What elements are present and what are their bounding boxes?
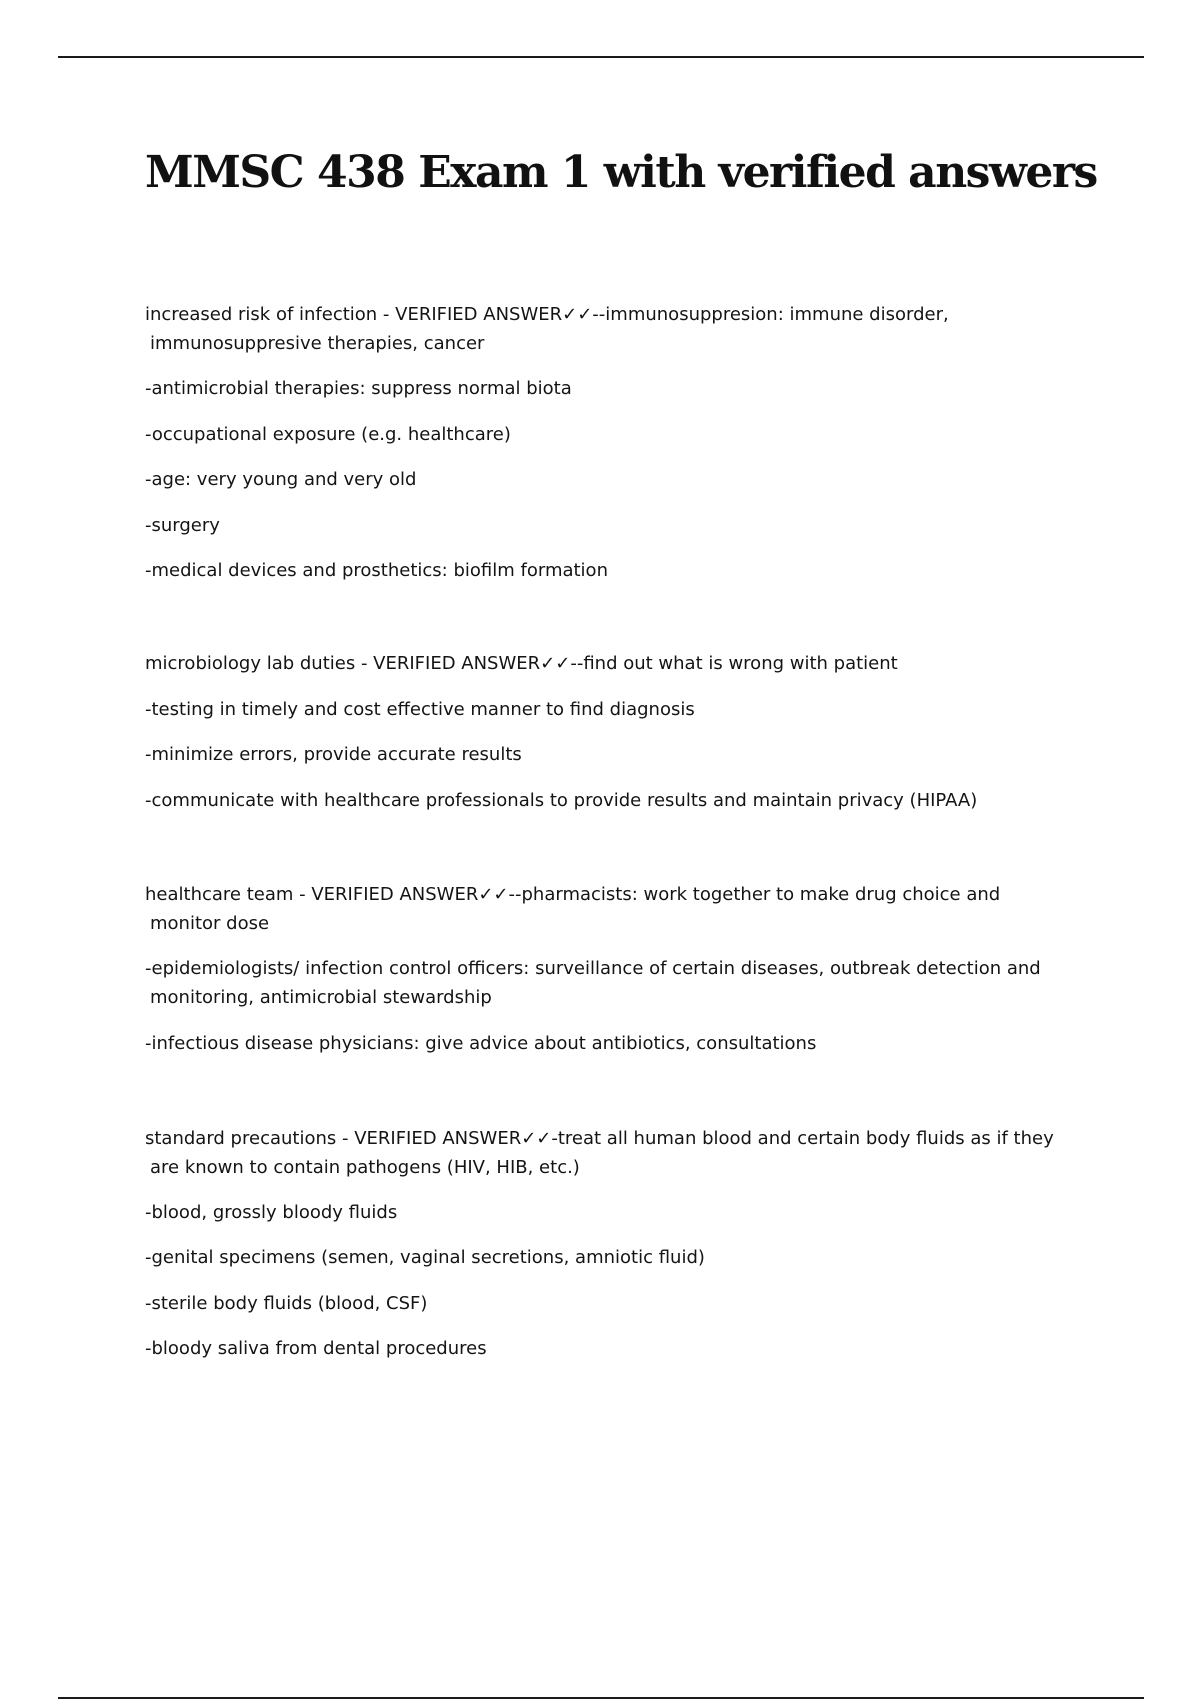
section-heading-continued: monitor dose xyxy=(150,913,270,934)
list-item: -minimize errors, provide accurate results xyxy=(145,744,522,765)
section-heading-continued: are known to contain pathogens (HIV, HIB, etc.) xyxy=(150,1157,580,1178)
qa-section-lab-duties xyxy=(145,649,1085,678)
list-item: -epidemiologists/ infection control officers: surveillance of certain diseases, outbreak detection and xyxy=(145,958,1041,979)
list-item: -age: very young and very old xyxy=(145,469,417,490)
list-item-continued: monitoring, antimicrobial stewardship xyxy=(150,987,492,1008)
section-heading: standard precautions - VERIFIED ANSWER✓✓-treat all human blood and certain body fluids as if they xyxy=(145,1128,1054,1149)
section-heading-continued: immunosuppresive therapies, cancer xyxy=(150,333,485,354)
top-rule xyxy=(58,56,1144,58)
section-heading: increased risk of infection - VERIFIED ANSWER✓✓--immunosuppresion: immune disorder, xyxy=(145,304,949,325)
list-item: -surgery xyxy=(145,515,220,536)
list-item: -communicate with healthcare professionals to provide results and maintain privacy (HIPAA) xyxy=(145,790,978,811)
list-item: -sterile body fluids (blood, CSF) xyxy=(145,1293,428,1314)
list-item: -testing in timely and cost effective manner to find diagnosis xyxy=(145,699,695,720)
list-item: -infectious disease physicians: give advice about antibiotics, consultations xyxy=(145,1033,817,1054)
qa-section-healthcare-team xyxy=(145,880,1085,938)
list-item: -bloody saliva from dental procedures xyxy=(145,1338,487,1359)
section-heading: microbiology lab duties - VERIFIED ANSWER✓✓--find out what is wrong with patient xyxy=(145,653,898,674)
list-item: -antimicrobial therapies: suppress normal biota xyxy=(145,378,572,399)
qa-section-infection-risk xyxy=(145,300,1085,358)
qa-section-standard-precautions xyxy=(145,1124,1085,1182)
section-heading: healthcare team - VERIFIED ANSWER✓✓--pharmacists: work together to make drug choice and xyxy=(145,884,1001,905)
list-item: -genital specimens (semen, vaginal secretions, amniotic fluid) xyxy=(145,1247,705,1268)
list-item: -blood, grossly bloody fluids xyxy=(145,1202,398,1223)
bottom-rule xyxy=(58,1697,1144,1699)
document-title: MMSC 438 Exam 1 with verified answers xyxy=(145,147,1097,198)
list-item: -medical devices and prosthetics: biofilm formation xyxy=(145,560,608,581)
list-item-multiline xyxy=(145,954,1085,1012)
list-item: -occupational exposure (e.g. healthcare) xyxy=(145,424,511,445)
